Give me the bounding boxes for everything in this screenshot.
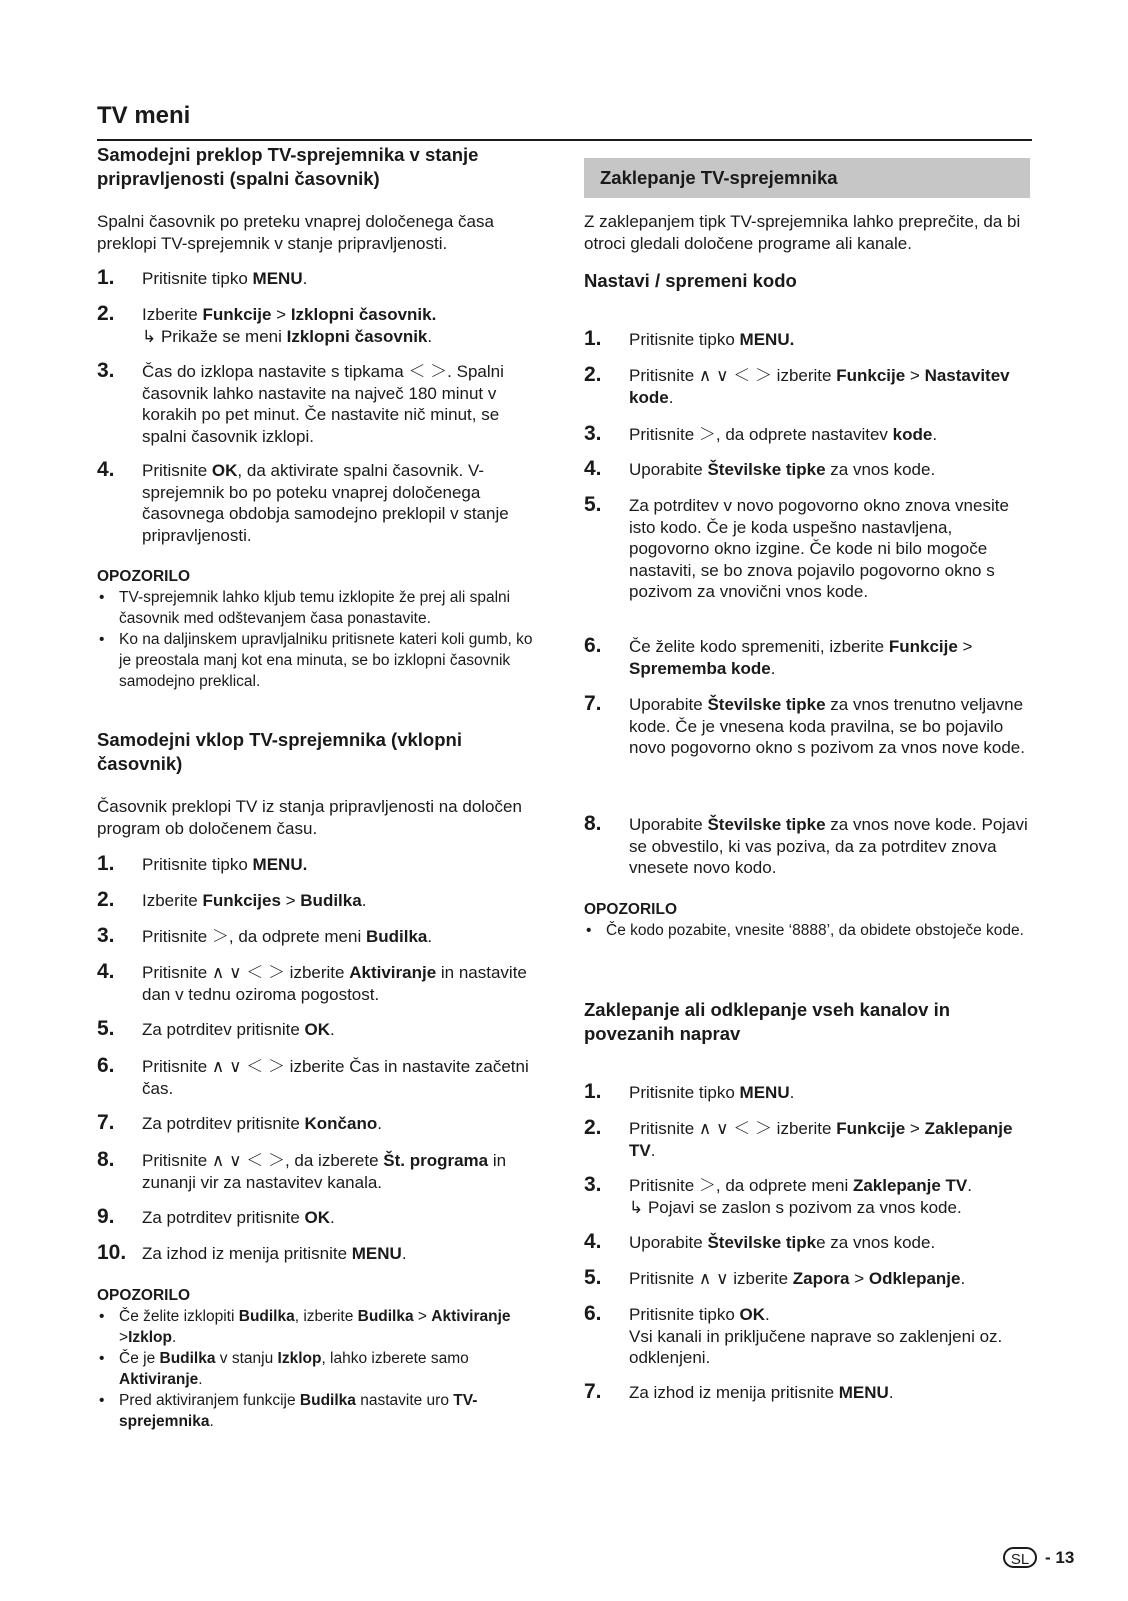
step-item <box>584 694 1030 759</box>
step-item <box>584 1304 1030 1369</box>
tv-lock-heading-block <box>584 158 1030 198</box>
step-text: Pritisnite tipko MENU. <box>142 269 308 288</box>
step-result: ↳ Pojavi se zaslon s pozivom za vnos kode. <box>629 1197 962 1217</box>
lock-all-heading-block <box>584 998 1030 1046</box>
warning-list <box>584 920 1030 941</box>
step-text: Izberite Funkcijes > Budilka. <box>142 891 367 910</box>
step-number: 6. <box>97 1054 115 1077</box>
wake-timer-heading: Samodejni vklop TV-sprejemnika (vklopni časovnik) <box>97 729 462 774</box>
step-item <box>97 1207 547 1229</box>
sleep-timer-heading: Samodejni preklop TV-sprejemnika v stanje pripravljenosti (spalni časovnik) <box>97 144 479 189</box>
step-item <box>97 1019 547 1041</box>
step-item <box>584 1232 1030 1254</box>
wake-timer-heading-block <box>97 728 547 776</box>
step-text: Pritisnite ∧ ∨ ＜ ＞ izberite Aktiviranje in nastavite dan v tednu oziroma pogostost. <box>142 963 527 1004</box>
sleep-timer-intro: Spalni časovnik po preteku vnaprej določenega časa preklopi TV-sprejemnik v stanje pripravljenosti. <box>97 212 494 253</box>
step-item <box>584 1175 1030 1218</box>
step-text: Pritisnite OK, da aktivirate spalni časovnik. V-sprejemnik bo po poteku vnaprej določenega časovnega obdobja samodejno preklopil v stanje pripravljenosti. <box>142 461 509 545</box>
step-number: 2. <box>584 1116 602 1139</box>
title-divider <box>97 139 1032 141</box>
step-item <box>97 1150 547 1193</box>
step-number: 4. <box>584 457 602 480</box>
step-number: 3. <box>584 1173 602 1196</box>
step-number: 8. <box>584 812 602 835</box>
step-text: Pritisnite ∧ ∨ ＜ ＞ izberite Funkcije > Nastavitev kode. <box>629 366 1010 407</box>
set-code-heading: Nastavi / spremeni kodo <box>584 270 797 291</box>
step-text: Če želite kodo spremeniti, izberite Funkcije > Sprememba kode. <box>629 637 973 678</box>
step-item <box>97 854 547 876</box>
step-number: 8. <box>97 1148 115 1171</box>
sleep-warning-block <box>97 567 547 692</box>
step-item <box>584 636 1030 679</box>
step-item <box>97 1113 547 1135</box>
wake-timer-intro: Časovnik preklopi TV iz stanja pripravljenosti na določen program ob določenem času. <box>97 797 522 838</box>
warning-heading: OPOZORILO <box>584 901 677 918</box>
warning-heading: OPOZORILO <box>97 1287 190 1304</box>
step-text: Čas do izklopa nastavite s tipkama ＜ ＞. Spalni časovnik lahko nastavite na največ 180 minut v korakih po pet minut. Če nastavite nič minut, se spalni časovnik izklopi. <box>142 362 504 446</box>
tv-lock-intro: Z zaklepanjem tipk TV-sprejemnika lahko preprečite, da bi otroci gledali določene programe ali kanale. <box>584 212 1021 253</box>
tv-lock-intro-block <box>584 211 1030 254</box>
step-number: 2. <box>97 302 115 325</box>
warning-list <box>97 1306 547 1432</box>
step-number: 10. <box>97 1241 127 1264</box>
step-number: 7. <box>97 1111 115 1134</box>
step-item <box>97 926 547 948</box>
step-text: Pritisnite tipko OK. Vsi kanali in priključene naprave so zaklenjeni oz. odklenjeni. <box>629 1304 1030 1369</box>
step-text: Uporabite Številske tipke za vnos kode. <box>629 460 936 479</box>
step-text: Uporabite Številske tipke za vnos kode. <box>629 1233 936 1252</box>
step-item <box>97 304 547 347</box>
step-number: 2. <box>97 888 115 911</box>
language-badge-icon: SL <box>1003 1547 1037 1568</box>
warning-item: • Ko na daljinskem upravljalniku pritisnete kateri koli gumb, ko je preostala manj kot ena minuta, se bo izklopni časovnik samodejno preklical. <box>97 629 547 692</box>
step-item <box>97 890 547 912</box>
step-number: 3. <box>97 359 115 382</box>
step-item <box>97 361 547 447</box>
step-number: 1. <box>584 1080 602 1103</box>
step-number: 4. <box>97 960 115 983</box>
step-item <box>97 1243 547 1265</box>
step-number: 1. <box>97 852 115 875</box>
step-item <box>97 460 547 546</box>
step-text: Pritisnite ∧ ∨ ＜ ＞ izberite Funkcije > Zaklepanje TV. <box>629 1119 1013 1160</box>
page-number: - 13 <box>1045 1547 1075 1567</box>
step-item <box>584 329 1030 351</box>
set-code-heading-block <box>584 269 1030 293</box>
page-footer <box>1003 1547 1074 1568</box>
step-number: 1. <box>584 327 602 350</box>
step-number: 3. <box>97 924 115 947</box>
step-text: Pritisnite ＞, da odprete meni Budilka. <box>142 927 433 946</box>
step-text: Za potrditev pritisnite OK. <box>142 1020 335 1039</box>
step-text: Za potrditev pritisnite Končano. <box>142 1114 382 1133</box>
warning-list <box>97 587 547 692</box>
step-item <box>584 365 1030 408</box>
step-number: 3. <box>584 422 602 445</box>
step-number: 5. <box>97 1017 115 1040</box>
step-number: 6. <box>584 1302 602 1325</box>
page-title: TV meni <box>97 102 191 129</box>
step-result: ↳ Prikaže se meni Izklopni časovnik. <box>142 326 433 346</box>
step-text: Pritisnite ∧ ∨ ＜ ＞ izberite Čas in nastavite začetni čas. <box>142 1057 529 1098</box>
warning-item: • Če kodo pozabite, vnesite ‘8888’, da obidete obstoječe kode. <box>584 920 1030 941</box>
step-text: Pritisnite ∧ ∨ ＜ ＞, da izberete Št. programa in zunanji vir za nastavitev kanala. <box>142 1151 507 1192</box>
step-item <box>97 268 547 290</box>
sleep-timer-intro-block <box>97 211 547 254</box>
step-item <box>584 1082 1030 1104</box>
tv-lock-heading: Zaklepanje TV-sprejemnika <box>584 158 1030 198</box>
wake-warning-block <box>97 1286 547 1432</box>
step-text: Za izhod iz menija pritisnite MENU. <box>142 1244 407 1263</box>
warning-heading: OPOZORILO <box>97 568 190 585</box>
step-item <box>584 1268 1030 1290</box>
step-number: 1. <box>97 266 115 289</box>
step-number: 4. <box>584 1230 602 1253</box>
step-number: 4. <box>97 458 115 481</box>
step-text: Uporabite Številske tipke za vnos trenutno veljavne kode. Če je vnesena koda pravilna, se bo pojavilo novo pogovorno okno s pozivom za vnos nove kode. <box>629 695 1025 757</box>
step-number: 7. <box>584 1380 602 1403</box>
step-text: Uporabite Številske tipke za vnos nove kode. Pojavi se obvestilo, ki vas poziva, da za potrditev znova vnesete novo kodo. <box>629 815 1028 877</box>
sleep-timer-heading-block <box>97 143 547 191</box>
step-item <box>584 459 1030 481</box>
step-number: 9. <box>97 1205 115 1228</box>
step-number: 5. <box>584 493 602 516</box>
step-text: Pritisnite tipko MENU. <box>629 330 795 349</box>
step-item <box>584 1118 1030 1161</box>
wake-timer-intro-block <box>97 796 547 839</box>
step-result: Vsi kanali in priključene naprave so zaklenjeni oz. odklenjeni. <box>629 1326 1003 1367</box>
step-text: Za potrditev pritisnite OK. <box>142 1208 335 1227</box>
code-warning-block <box>584 900 1030 941</box>
step-text: Pritisnite ＞, da odprete meni Zaklepanje TV. ↳ Pojavi se zaslon s pozivom za vnos kode. <box>629 1175 1030 1218</box>
step-item <box>97 1056 547 1099</box>
step-text: Izberite Funkcije > Izklopni časovnik. ↳ Prikaže se meni Izklopni časovnik. <box>142 304 547 347</box>
warning-item: • TV-sprejemnik lahko kljub temu izklopite že prej ali spalni časovnik med odštevanjem časa ponastavite. <box>97 587 547 629</box>
step-item <box>97 962 547 1005</box>
lock-all-heading: Zaklepanje ali odklepanje vseh kanalov in povezanih naprav <box>584 999 951 1044</box>
step-item <box>584 495 1030 603</box>
step-number: 5. <box>584 1266 602 1289</box>
step-text: Pritisnite ＞, da odprete nastavitev kode. <box>629 425 938 444</box>
step-item <box>584 424 1030 446</box>
step-text: Pritisnite tipko MENU. <box>629 1083 795 1102</box>
step-text: Za potrditev v novo pogovorno okno znova vnesite isto kodo. Če je koda uspešno nastavljena, pogovorno okno izgine. Če kode ni bilo mogoče nastaviti, se bo znova pojavilo pogovorno okno s pozivom za vnovični vnos kode. <box>629 496 1009 601</box>
warning-item: • Če je Budilka v stanju Izklop, lahko izberete samo Aktiviranje. <box>97 1348 547 1390</box>
step-text: Pritisnite tipko MENU. <box>142 855 308 874</box>
step-item <box>584 1382 1030 1404</box>
step-number: 2. <box>584 363 602 386</box>
warning-item: • Če želite izklopiti Budilka, izberite Budilka > Aktiviranje >Izklop. <box>97 1306 547 1348</box>
step-text: Pritisnite ∧ ∨ izberite Zapora > Odklepanje. <box>629 1269 966 1288</box>
step-number: 6. <box>584 634 602 657</box>
warning-item: • Pred aktiviranjem funkcije Budilka nastavite uro TV-sprejemnika. <box>97 1390 547 1432</box>
step-item <box>584 814 1030 879</box>
step-text: Za izhod iz menija pritisnite MENU. <box>629 1383 894 1402</box>
step-number: 7. <box>584 692 602 715</box>
